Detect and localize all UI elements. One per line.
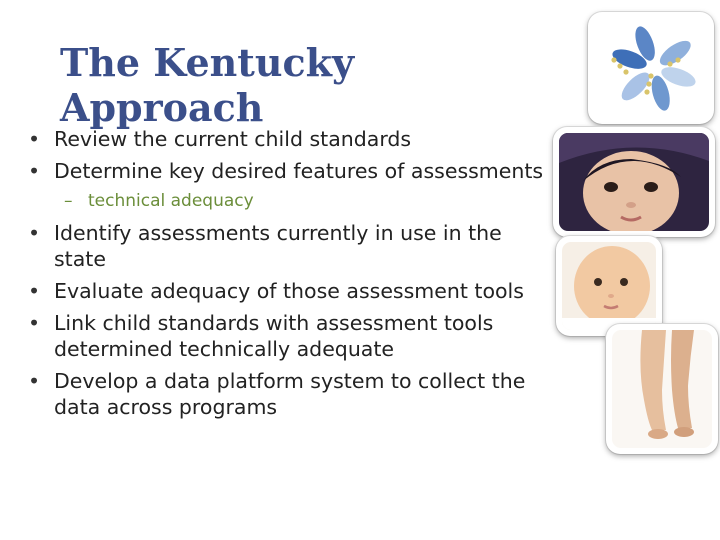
baby-face-photo [562, 242, 656, 330]
slide-title: The Kentucky Approach [60, 40, 355, 130]
toddler-photo-frame [553, 127, 715, 237]
bullet-item: • Develop a data platform system to collect the data across programs [28, 368, 553, 420]
logo-tile [588, 12, 714, 124]
sub-bullet-item: – technical adequacy [28, 190, 553, 212]
bullet-item: • Link child standards with assessment tools determined technically adequate [28, 310, 553, 362]
baby-photo-frame [556, 236, 662, 336]
baby-feet-photo [612, 330, 712, 448]
toddler-face-photo [559, 133, 709, 231]
pinwheel-logo-icon [588, 12, 714, 124]
bullet-item: • Determine key desired features of assessments [28, 158, 553, 184]
bullet-item: • Review the current child standards [28, 126, 553, 152]
bullet-list [28, 126, 553, 426]
bullet-item: • Identify assessments currently in use in the state [28, 220, 553, 272]
bullet-item: • Evaluate adequacy of those assessment tools [28, 278, 553, 304]
feet-photo-frame [606, 324, 718, 454]
